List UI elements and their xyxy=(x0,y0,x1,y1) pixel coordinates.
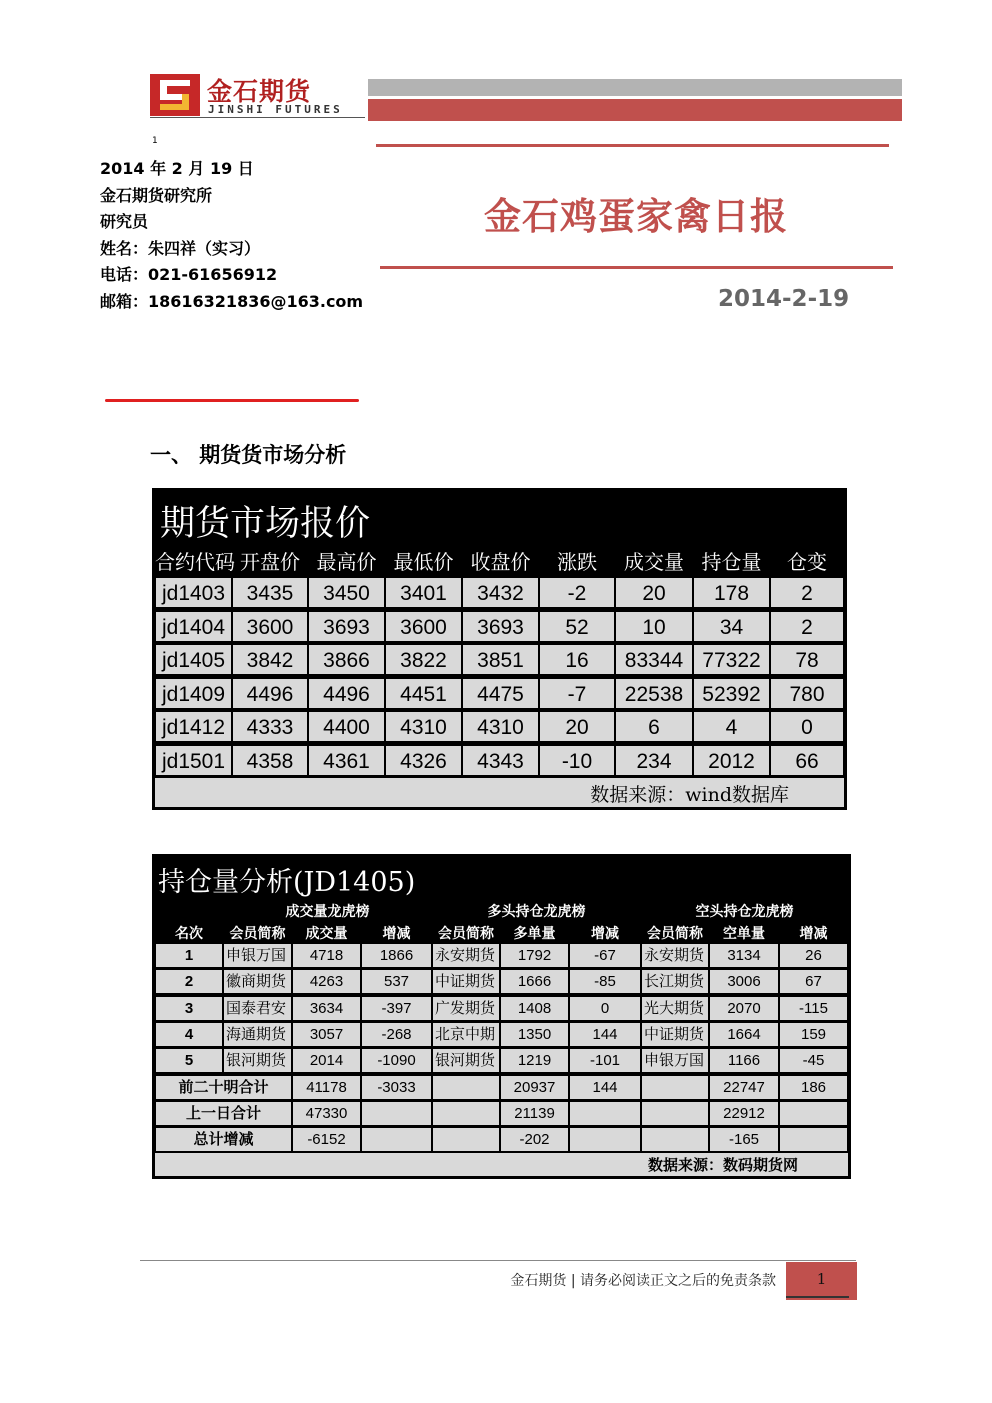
table-cell: -2 xyxy=(539,577,615,608)
table-cell: 4310 xyxy=(462,711,539,742)
table-cell: 4361 xyxy=(308,745,385,776)
table-cell: 3822 xyxy=(385,644,462,675)
summary-value-cell: -202 xyxy=(500,1127,569,1152)
table-cell: 3450 xyxy=(308,577,385,608)
table-cell: 3600 xyxy=(232,611,308,642)
title-rule-top xyxy=(376,144,889,147)
column-header: 最低价 xyxy=(393,550,454,574)
table-cell: 1 xyxy=(155,943,223,968)
table-cell: -115 xyxy=(779,996,848,1021)
summary-value-cell: -3033 xyxy=(361,1075,432,1100)
data-source: 数据来源：wind数据库 xyxy=(590,784,789,806)
summary-value-cell xyxy=(361,1127,432,1152)
table-cell: 10 xyxy=(615,611,693,642)
table-cell: 3600 xyxy=(385,611,462,642)
table-cell: -101 xyxy=(569,1048,641,1073)
footer-page-underline xyxy=(786,1296,849,1298)
table-cell: 3 xyxy=(155,996,223,1021)
table-cell: 159 xyxy=(779,1022,848,1047)
column-header: 增减 xyxy=(382,926,411,942)
table-cell: 4475 xyxy=(462,678,539,709)
logo-text-cn: 金石期货 xyxy=(207,77,312,106)
table-cell: 77322 xyxy=(693,644,770,675)
summary-value-cell: 186 xyxy=(779,1075,848,1100)
column-header: 成交量 xyxy=(624,550,684,574)
table-cell: 52392 xyxy=(693,678,770,709)
table-cell: 3006 xyxy=(709,969,779,994)
table-cell: -397 xyxy=(361,996,432,1021)
summary-value-cell xyxy=(569,1127,641,1152)
info-name: 姓名：朱四祥（实习） xyxy=(100,238,261,258)
table-cell: -1090 xyxy=(361,1048,432,1073)
table-cell: 2 xyxy=(770,577,844,608)
info-institute: 金石期货研究所 xyxy=(100,185,213,205)
table-cell: 4333 xyxy=(232,711,308,742)
table-cell: 2014 xyxy=(292,1048,361,1073)
table-title: 持仓量分析(JD1405) xyxy=(158,867,416,898)
column-header: 开盘价 xyxy=(240,550,300,574)
header-red-bar xyxy=(368,99,902,121)
table-cell: 2 xyxy=(770,611,844,642)
table-cell: 1166 xyxy=(709,1048,779,1073)
table-cell: 52 xyxy=(539,611,615,642)
table-cell: 3634 xyxy=(292,996,361,1021)
table-cell: 16 xyxy=(539,644,615,675)
header-grey-bar xyxy=(368,79,902,96)
table-cell: 3842 xyxy=(232,644,308,675)
column-header: 会员简称 xyxy=(438,926,494,942)
logo-text-en: JINSHI FUTURES xyxy=(208,103,343,116)
table-title: 期货市场报价 xyxy=(160,504,371,544)
table-cell: 234 xyxy=(615,745,693,776)
empty-cell xyxy=(641,1127,709,1152)
summary-value-cell: 21139 xyxy=(500,1101,569,1126)
member-name-cell: 国泰君安 xyxy=(223,996,292,1021)
report-title: 金石鸡蛋家禽日报 xyxy=(484,195,788,238)
section-heading: 一、 期货货市场分析 xyxy=(150,443,347,467)
table-cell: 780 xyxy=(770,678,844,709)
summary-value-cell: -6152 xyxy=(292,1127,361,1152)
column-header: 会员简称 xyxy=(647,926,703,942)
table-cell: 2012 xyxy=(693,745,770,776)
small-page-number: 1 xyxy=(152,136,158,146)
table-cell: 3866 xyxy=(308,644,385,675)
table-cell: 2 xyxy=(155,969,223,994)
member-name-cell: 中证期货 xyxy=(432,969,500,994)
info-date: 2014 年 2 月 19 日 xyxy=(100,159,254,178)
contract-code-cell: jd1409 xyxy=(155,678,232,709)
logo-underline xyxy=(150,117,365,118)
member-name-cell: 永安期货 xyxy=(432,943,500,968)
column-header: 名次 xyxy=(175,926,203,942)
summary-value-cell: 22912 xyxy=(709,1101,779,1126)
table-cell: 20 xyxy=(539,711,615,742)
data-source: 数据来源：数码期货网 xyxy=(647,1156,798,1174)
table-cell: 3435 xyxy=(232,577,308,608)
table-cell: 4263 xyxy=(292,969,361,994)
contract-code-cell: jd1412 xyxy=(155,711,232,742)
column-header: 空单量 xyxy=(723,926,765,942)
table-cell: 4 xyxy=(693,711,770,742)
column-header: 增减 xyxy=(799,926,828,942)
red-divider xyxy=(105,399,359,402)
table-cell: 5 xyxy=(155,1048,223,1073)
info-email: 邮箱：18616321836@163.com xyxy=(100,291,364,311)
table-cell: 178 xyxy=(693,577,770,608)
empty-cell xyxy=(432,1101,500,1126)
table-cell: 34 xyxy=(693,611,770,642)
table-cell: 1792 xyxy=(500,943,569,968)
column-header: 成交量 xyxy=(305,926,348,942)
column-header: 涨跌 xyxy=(557,550,597,574)
table-cell: 20 xyxy=(615,577,693,608)
table-cell: 3432 xyxy=(462,577,539,608)
column-header: 增减 xyxy=(591,926,619,942)
report-date: 2014-2-19 xyxy=(718,286,850,312)
footer-disclaimer: 金石期货 | 请务必阅读正文之后的免责条款 xyxy=(510,1273,776,1289)
table-cell: 4400 xyxy=(308,711,385,742)
table-cell: -85 xyxy=(569,969,641,994)
column-header: 持仓量 xyxy=(701,550,762,574)
table-cell: 1219 xyxy=(500,1048,569,1073)
table-footer xyxy=(155,778,844,807)
member-name-cell: 银河期货 xyxy=(223,1048,292,1073)
table-cell: 4718 xyxy=(292,943,361,968)
group-header: 多头持仓龙虎榜 xyxy=(487,904,586,920)
author-info xyxy=(100,156,363,315)
table-cell: 537 xyxy=(361,969,432,994)
contract-code-cell: jd1404 xyxy=(155,611,232,642)
table-cell: 1350 xyxy=(500,1022,569,1047)
table-cell: 4496 xyxy=(232,678,308,709)
table-cell: 4326 xyxy=(385,745,462,776)
table-cell: -10 xyxy=(539,745,615,776)
table-cell: 1408 xyxy=(500,996,569,1021)
contract-code-cell: jd1403 xyxy=(155,577,232,608)
table-cell: 6 xyxy=(615,711,693,742)
member-name-cell: 永安期货 xyxy=(641,943,709,968)
group-header: 空头持仓龙虎榜 xyxy=(695,904,794,920)
contract-code-cell: jd1501 xyxy=(155,745,232,776)
table-cell: 4496 xyxy=(308,678,385,709)
table-cell: 67 xyxy=(779,969,848,994)
table-cell: 0 xyxy=(770,711,844,742)
member-name-cell: 广发期货 xyxy=(432,996,500,1021)
summary-label-cell: 总计增减 xyxy=(155,1127,292,1152)
position-analysis-table xyxy=(152,854,851,1179)
empty-cell xyxy=(432,1075,500,1100)
table-cell: 4451 xyxy=(385,678,462,709)
summary-label-cell: 前二十明合计 xyxy=(155,1075,292,1100)
title-rule-bottom xyxy=(380,266,893,269)
contract-code-cell: jd1405 xyxy=(155,644,232,675)
table-cell: 3057 xyxy=(292,1022,361,1047)
table-cell: -67 xyxy=(569,943,641,968)
summary-value-cell xyxy=(569,1101,641,1126)
footer-page-number: 1 xyxy=(816,1270,827,1288)
member-name-cell: 北京中期 xyxy=(432,1022,500,1047)
column-header: 仓变 xyxy=(787,550,827,574)
table-cell: 3693 xyxy=(462,611,539,642)
summary-value-cell: 20937 xyxy=(500,1075,569,1100)
member-name-cell: 长江期货 xyxy=(641,969,709,994)
info-phone: 电话：021-61656912 xyxy=(100,265,278,284)
table-cell: -45 xyxy=(779,1048,848,1073)
summary-value-cell: 47330 xyxy=(292,1101,361,1126)
table-cell: 83344 xyxy=(615,644,693,675)
summary-value-cell xyxy=(361,1101,432,1126)
logo-mark-icon xyxy=(150,74,200,116)
summary-label-cell: 上一日合计 xyxy=(155,1101,292,1126)
member-name-cell: 徽商期货 xyxy=(223,969,292,994)
table-cell: 3401 xyxy=(385,577,462,608)
table-cell: -268 xyxy=(361,1022,432,1047)
column-header: 会员简称 xyxy=(229,926,286,942)
summary-value-cell: 41178 xyxy=(292,1075,361,1100)
column-header: 最高价 xyxy=(316,550,377,574)
summary-value-cell xyxy=(779,1127,848,1152)
member-name-cell: 海通期货 xyxy=(223,1022,292,1047)
summary-value-cell xyxy=(779,1101,848,1126)
table-cell: 4 xyxy=(155,1022,223,1047)
summary-value-cell: 22747 xyxy=(709,1075,779,1100)
member-name-cell: 光大期货 xyxy=(641,996,709,1021)
summary-value-cell: -165 xyxy=(709,1127,779,1152)
column-header: 多单量 xyxy=(513,926,556,942)
table-footer xyxy=(155,1153,848,1176)
table-cell: 26 xyxy=(779,943,848,968)
table-cell: -7 xyxy=(539,678,615,709)
table-cell: 1866 xyxy=(361,943,432,968)
member-name-cell: 申银万国 xyxy=(641,1048,709,1073)
table-cell: 2070 xyxy=(709,996,779,1021)
info-role: 研究员 xyxy=(100,212,149,231)
table-cell: 144 xyxy=(569,1022,641,1047)
table-cell: 3693 xyxy=(308,611,385,642)
group-header: 成交量龙虎榜 xyxy=(285,904,370,920)
table-cell: 4358 xyxy=(232,745,308,776)
table-cell: 78 xyxy=(770,644,844,675)
table-cell: 0 xyxy=(569,996,641,1021)
member-name-cell: 银河期货 xyxy=(432,1048,500,1073)
empty-cell xyxy=(641,1075,709,1100)
table-cell: 1666 xyxy=(500,969,569,994)
table-cell: 22538 xyxy=(615,678,693,709)
table-cell: 3134 xyxy=(709,943,779,968)
table-cell: 3851 xyxy=(462,644,539,675)
table-cell: 66 xyxy=(770,745,844,776)
member-name-cell: 申银万国 xyxy=(223,943,292,968)
footer-rule xyxy=(140,1260,856,1261)
table-cell: 4343 xyxy=(462,745,539,776)
empty-cell xyxy=(432,1127,500,1152)
member-name-cell: 中证期货 xyxy=(641,1022,709,1047)
column-header: 收盘价 xyxy=(470,550,531,574)
futures-quote-table xyxy=(152,488,847,810)
column-header: 合约代码 xyxy=(155,550,235,574)
empty-cell xyxy=(641,1101,709,1126)
table-cell: 4310 xyxy=(385,711,462,742)
summary-value-cell: 144 xyxy=(569,1075,641,1100)
table-cell: 1664 xyxy=(709,1022,779,1047)
